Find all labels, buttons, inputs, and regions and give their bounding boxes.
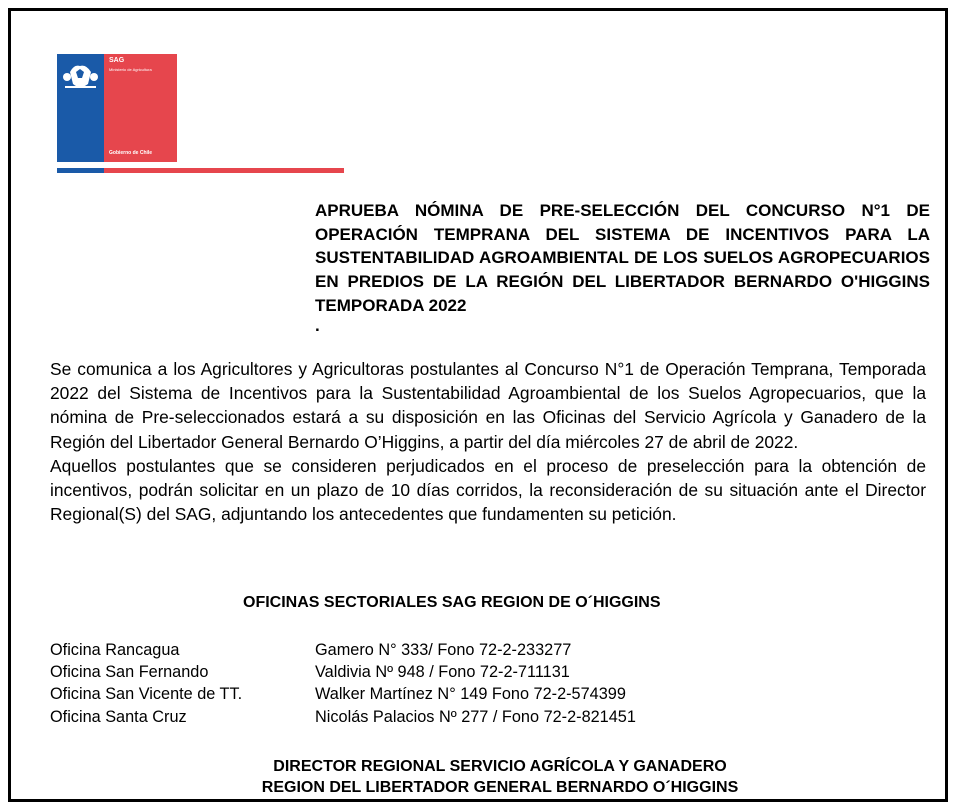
logo-ministry-text: Ministerio de Agricultura	[109, 67, 152, 72]
office-row	[50, 706, 636, 728]
office-address: Valdivia Nº 948 / Fono 72-2-711131	[315, 663, 570, 682]
title-trailing-dot: .	[315, 316, 320, 335]
office-name: Oficina San Vicente de TT.	[50, 685, 243, 704]
office-address: Gamero N° 333/ Fono 72-2-233277	[315, 641, 572, 659]
sag-logo	[57, 54, 177, 162]
office-row	[50, 683, 636, 705]
office-row	[50, 639, 636, 661]
signature-line-1: DIRECTOR REGIONAL SERVICIO AGRÍCOLA Y GANADERO	[273, 758, 727, 775]
logo-blue-panel	[57, 54, 104, 162]
logo-sag-text: SAG	[109, 57, 125, 64]
coat-of-arms-icon	[62, 60, 99, 90]
signature-block	[150, 756, 850, 798]
office-name: Oficina San Fernando	[50, 663, 209, 682]
office-row	[50, 661, 636, 683]
logo-underline-bar	[57, 168, 344, 173]
announcement-body	[50, 357, 926, 526]
logo-government-text: Gobierno de Chile	[109, 150, 153, 156]
body-paragraph-2: Aquellos postulantes que se consideren perjudicados en el proceso de preselección para la obtención de incentivos, podrán solicitar en un plazo de 10 días corridos, la reconsideración de su situación ante el Director Regional(S) del SAG, adjuntando los antecedentes que fundamenten su petición.	[50, 455, 926, 525]
office-address: Walker Martínez N° 149 Fono 72-2-574399	[315, 685, 626, 704]
office-name: Oficina Rancagua	[50, 641, 180, 659]
document-title: APRUEBA NÓMINA DE PRE-SELECCIÓN DEL CONCURSO N°1 DE OPERACIÓN TEMPRANA DEL SISTEMA DE INCENTIVOS PARA LA SUSTENTABILIDAD AGROAMBIENTAL DE LOS SUELOS AGROPECUARIOS EN PREDIOS DE LA REGIÓN DEL LIBERTADOR BERNARDO O'HIGGINS TEMPORADA 2022	[315, 201, 930, 315]
offices-heading: OFICINAS SECTORIALES SAG REGION DE O´HIGGINS	[243, 594, 661, 611]
body-paragraph-1: Se comunica a los Agricultores y Agricultoras postulantes al Concurso N°1 de Operación Temprana, Temporada 2022 del Sistema de Incentivos para la Sustentabilidad Agroambiental de los Suelos Agropecuarios, que la nómina de Pre-seleccionados estará a su disposición en las Oficinas del Servicio Agrícola y Ganadero de la Región del Libertador General Bernardo O’Higgins, a partir del día miércoles 27 de abril de 2022.	[50, 359, 926, 452]
office-address: Nicolás Palacios Nº 277 / Fono 72-2-821451	[315, 707, 636, 726]
offices-list	[50, 639, 636, 728]
signature-line-2: REGION DEL LIBERTADOR GENERAL BERNARDO O´HIGGINS	[261, 779, 739, 796]
office-name: Oficina Santa Cruz	[50, 707, 187, 726]
